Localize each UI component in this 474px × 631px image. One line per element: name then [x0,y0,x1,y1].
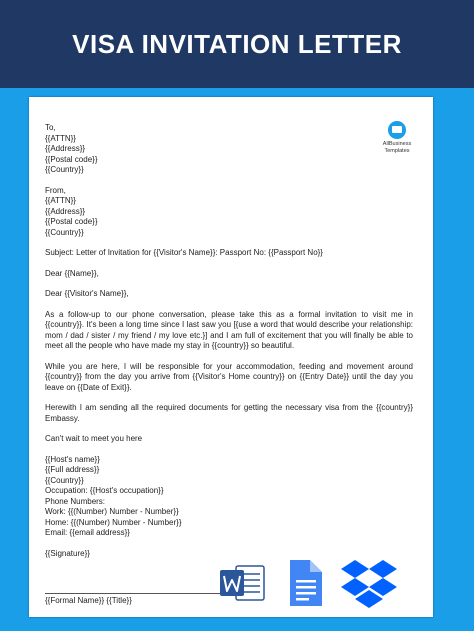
from-attn: {{ATTN}} [45,196,76,205]
closing-line: Can't wait to meet you here [45,434,143,443]
from-line: From, [45,185,66,195]
title-banner [0,0,474,88]
subject-line: Subject: Letter of Invitation for {{Visitor's Name}}: Passport No: {{Passport No}} [45,248,323,257]
from-address: {{Address}} [45,206,86,216]
host-country: {{Country}} [45,475,84,485]
page-title: VISA INVITATION LETTER [72,28,402,59]
host-name: {{Host's name}} [45,454,100,464]
logo-line-1: AllBusiness [382,141,412,147]
host-occupation: Occupation: {{Host's occupation}} [45,486,164,495]
dear-name: Dear {{Name}}, [45,268,99,278]
letter-page [29,97,433,617]
dear-visitor: Dear {{Visitor's Name}}, [45,289,129,298]
to-address: {{Address}} [45,144,86,153]
logo-line-2: Templates [384,147,410,154]
work-phone: Work: {{(Number) Number - Number}} [45,507,179,516]
to-country: {{Country}} [45,165,84,174]
to-postal: {{Postal code}} [45,154,98,164]
signature-placeholder: {{Signature}} [45,548,90,558]
host-address: {{Full address}} [45,465,100,474]
host-email: Email: {{email address}} [45,528,130,537]
paragraph-documents: Herewith I am sending all the required documents for getting the necessary visa from the {{country}} Embassy. [45,403,413,423]
formal-name-title: {{Formal Name}} {{Title}} [45,596,132,605]
to-attn: {{ATTN}} [45,133,76,143]
paragraph-responsibility: While you are here, I will be responsible for your accommodation, feeding and movement around {{country}} from the day you arrive from {{Visitor's Home country}} on {{Entry Date}} until the day you leave on {{Date of Exit}}. [45,361,413,392]
phone-numbers-label: Phone Numbers: [45,496,106,506]
from-country: {{Country}} [45,227,84,237]
paragraph-invitation: As a follow-up to our phone conversation, please take this as a formal invitation to visit me in {{country}}. It's been a long time since I last saw you [{use a word that would describe your relationship: mom / dad / sister / my friend / my love etc.}] and I am full of excitement that you will finally be able to meet all the people who have made my stay in {{country}} so beautiful. [45,309,413,350]
home-phone: Home: {{(Number) Number - Number}} [45,517,182,527]
from-postal: {{Postal code}} [45,217,98,226]
to-line: To, [45,123,56,132]
letter-body [45,123,413,559]
signature-line [45,593,233,594]
